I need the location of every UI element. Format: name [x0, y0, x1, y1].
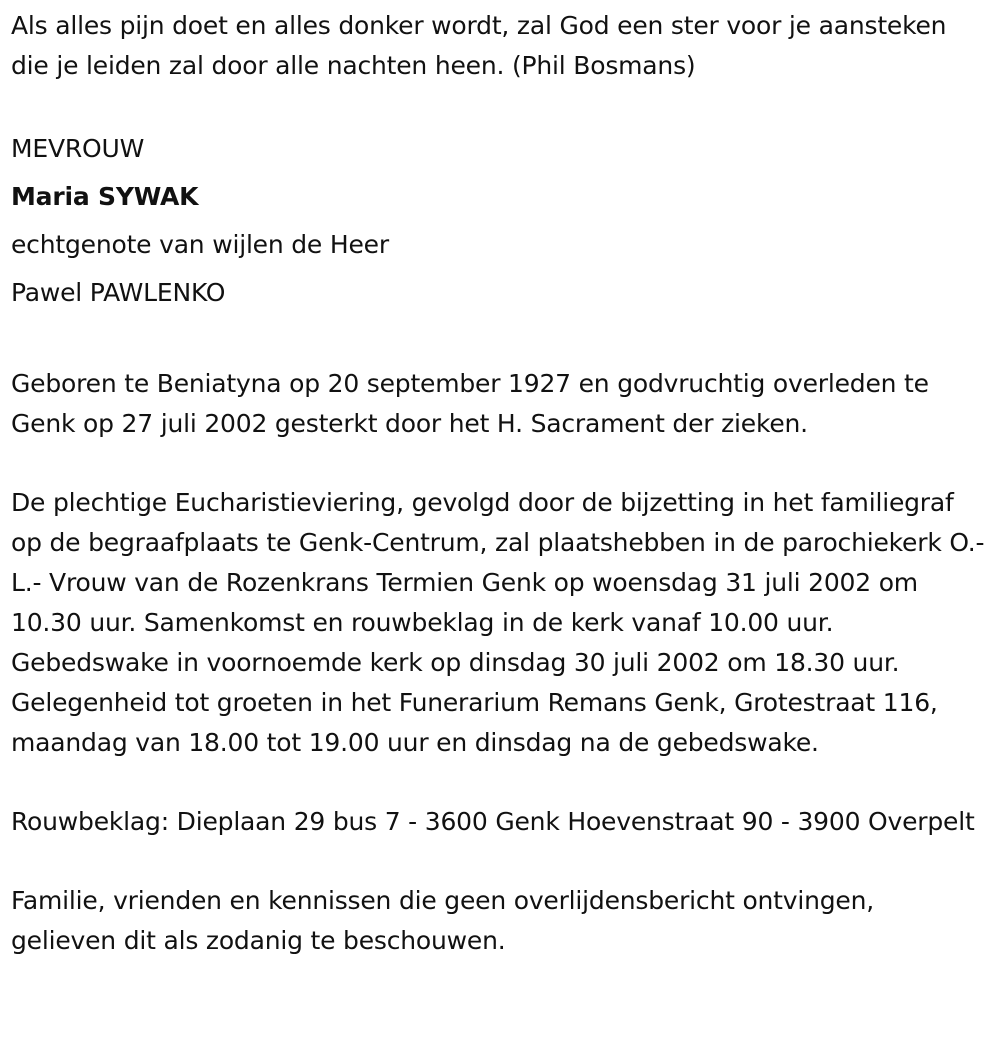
- ceremony-paragraph: De plechtige Eucharistieviering, gevolgd door de bijzetting in het familiegraf op de begraafplaats te Genk-Centrum, zal plaatshebben in de parochiekerk O.- L.- Vrouw van de Rozenkrans Termien Genk op woensdag 31 juli 2002 om 10.30 uur. Samenkomst en rouwbeklag in de kerk vanaf 10.00 uur. Gebedswake in voornoemde kerk op dinsdag 30 juli 2002 om 18.30 uur. Gelegenheid tot groeten in het Funerarium Remans Genk, Grotestraat 116, maandag van 18.00 tot 19.00 uur en dinsdag na de gebedswake.: [11, 488, 993, 757]
- closing-note: Familie, vrienden en kennissen die geen overlijdensbericht ontvingen, gelieven dit als zodanig te beschouwen.: [11, 886, 882, 955]
- obituary-document: [11, 6, 993, 961]
- paragraph-spacer: [11, 86, 986, 125]
- deceased-name: Maria SYWAK: [11, 182, 199, 211]
- opening-quote: Als alles pijn doet en alles donker wordt, zal God een ster voor je aansteken die je leiden zal door alle nachten heen. (Phil Bosmans): [11, 11, 955, 80]
- condolence-address: Rouwbeklag: Dieplaan 29 bus 7 - 3600 Genk Hoevenstraat 90 - 3900 Overpelt: [11, 807, 975, 836]
- honorific-title: MEVROUW: [11, 134, 145, 163]
- paragraph-spacer: [11, 763, 986, 802]
- paragraph-spacer: [11, 317, 986, 325]
- paragraph-spacer: [11, 842, 986, 881]
- relation-text: echtgenote van wijlen de Heer: [11, 230, 389, 259]
- birth-death-paragraph: Geboren te Beniatyna op 20 september 1927 en godvruchtig overleden te Genk op 27 juli 2002 gesterkt door het H. Sacrament der zieken.: [11, 369, 937, 438]
- paragraph-spacer: [11, 325, 986, 364]
- spouse-name: Pawel PAWLENKO: [11, 278, 226, 307]
- paragraph-spacer: [11, 444, 986, 483]
